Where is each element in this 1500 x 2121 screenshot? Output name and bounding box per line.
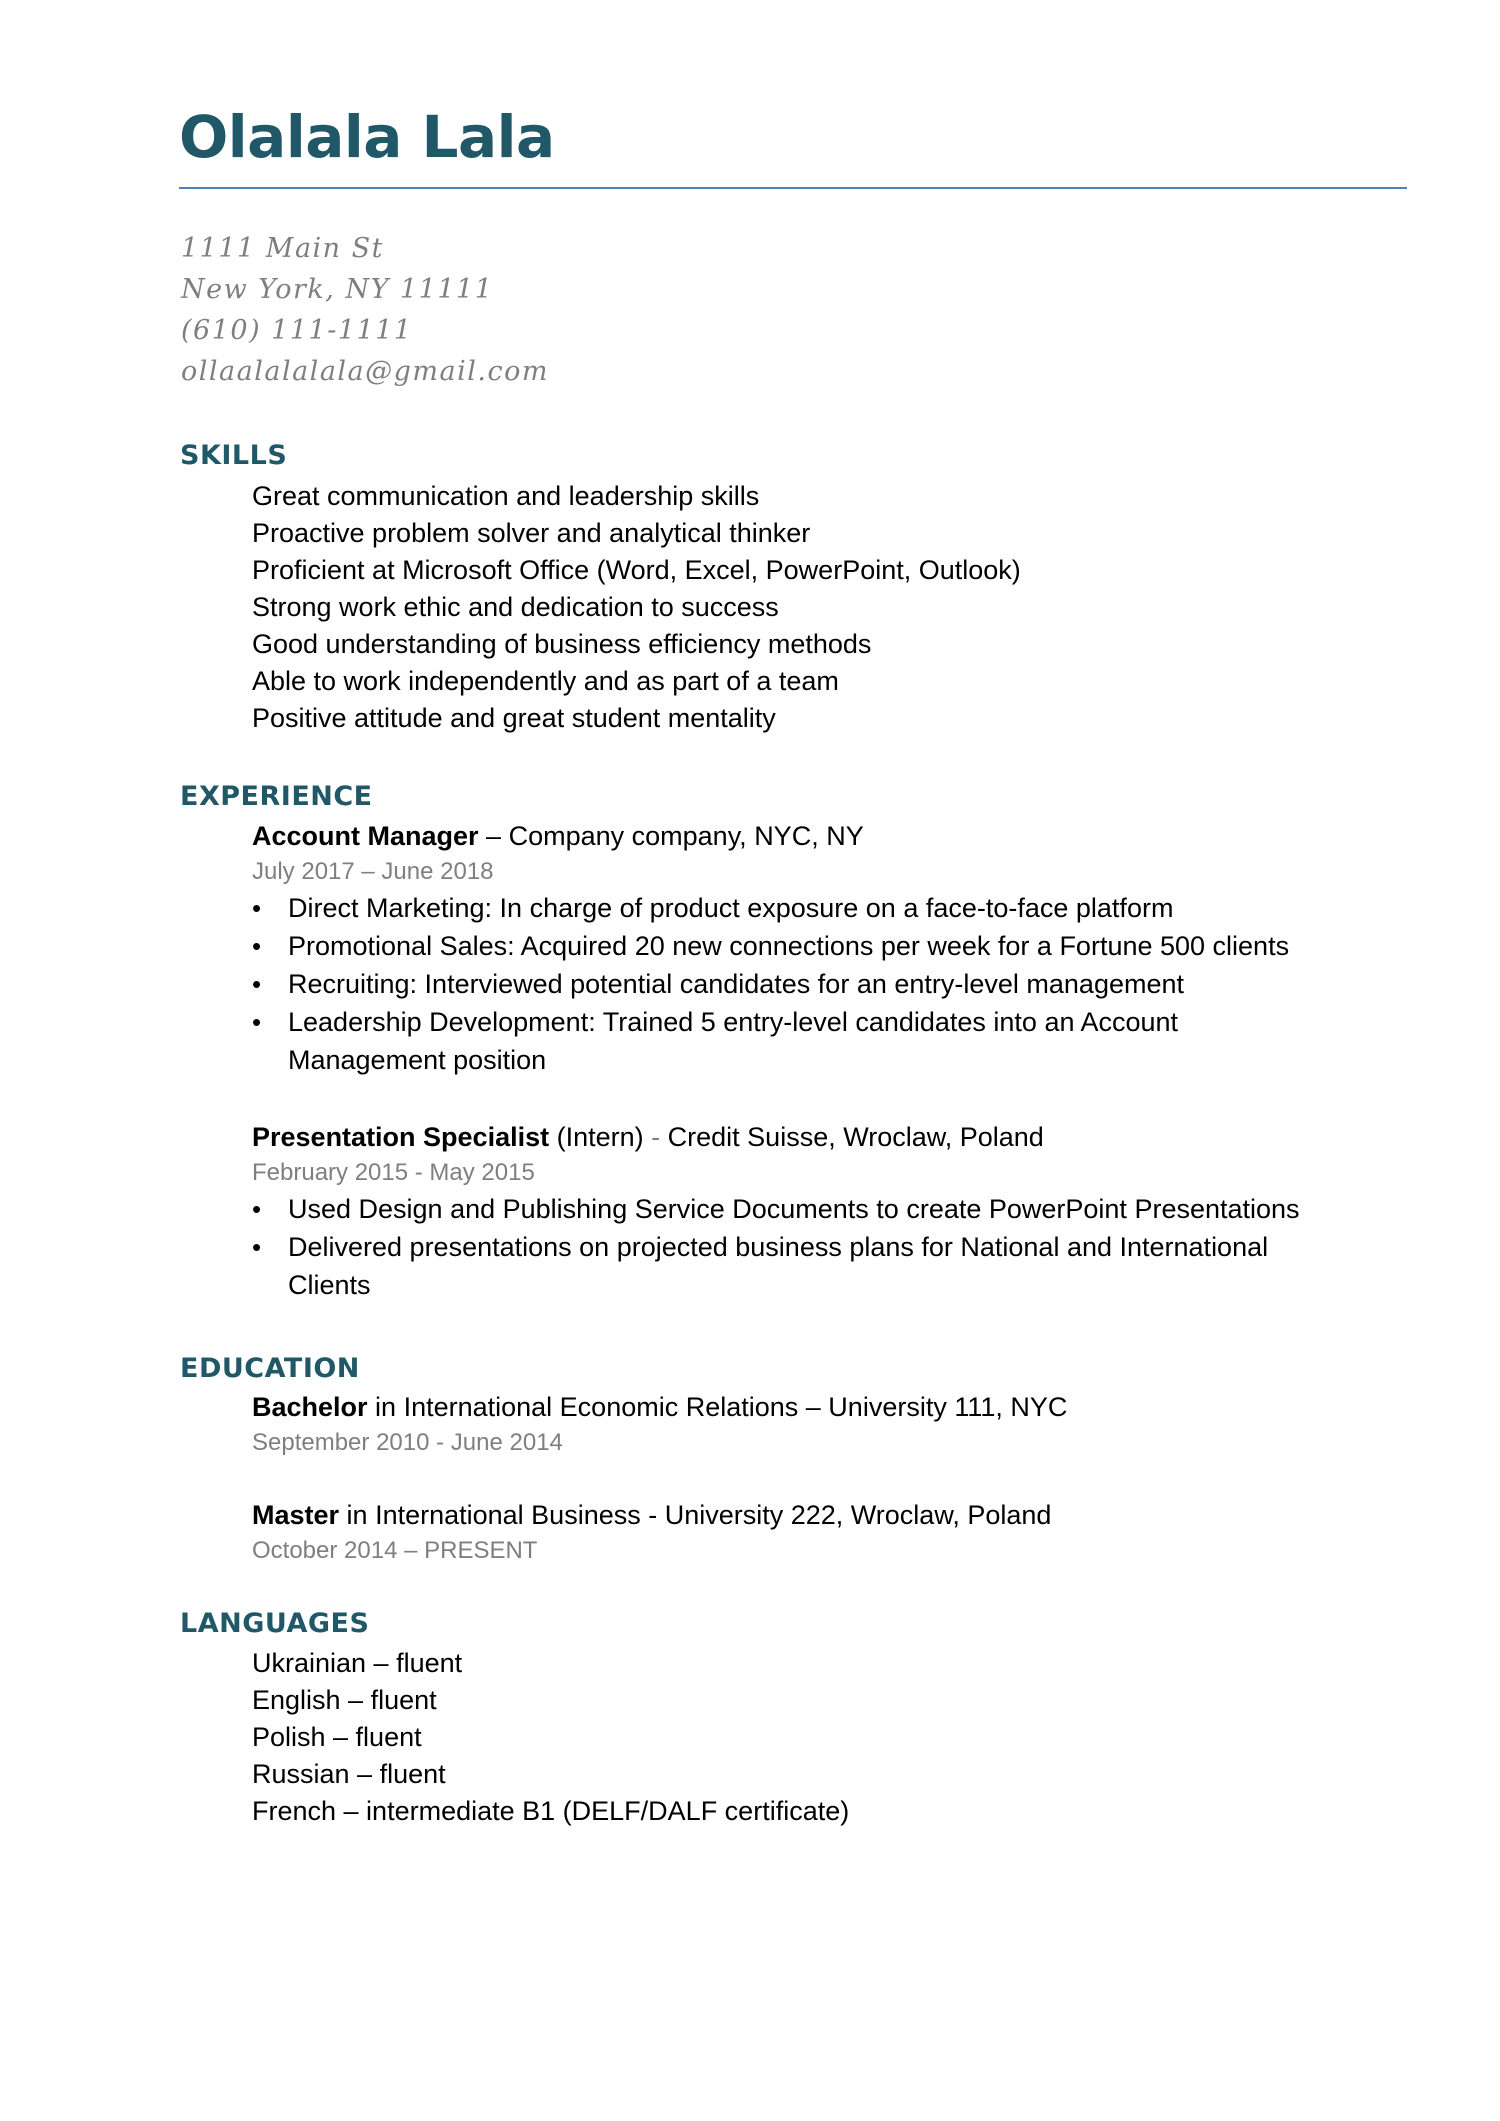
education-degree: Bachelor (252, 1392, 368, 1422)
name-divider (179, 187, 1407, 189)
language-item: Russian – fluent (252, 1759, 446, 1789)
skills-heading: SKILLS (180, 440, 288, 471)
job-company: Credit Suisse, Wroclaw, Poland (667, 1122, 1044, 1152)
education-dates: September 2010 - June 2014 (252, 1429, 563, 1456)
education-degree-line (252, 1497, 1051, 1534)
job-role: Presentation Specialist (252, 1122, 550, 1152)
skill-item: Strong work ethic and dedication to success (252, 592, 779, 622)
education-detail: in International Business - University 222, Wroclaw, Poland (339, 1500, 1052, 1530)
email-address: ollaalalalala@gmail.com (181, 356, 549, 387)
job-separator: - (651, 1122, 668, 1152)
address-line-2: New York, NY 11111 (181, 274, 494, 305)
skill-item: Great communication and leadership skills (252, 481, 760, 511)
job-bullet: • Direct Marketing: In charge of product exposure on a face-to-face platform (252, 889, 1289, 927)
education-dates: October 2014 – PRESENT (252, 1537, 538, 1564)
skill-item: Able to work independently and as part of a team (252, 666, 839, 696)
language-item: Polish – fluent (252, 1722, 422, 1752)
skills-list (252, 478, 1021, 737)
job-role-note: (Intern) (549, 1122, 652, 1152)
language-item: Ukrainian – fluent (252, 1648, 463, 1678)
education-entry-master (252, 1497, 1051, 1568)
job-bullet-continuation: Management position (288, 1045, 547, 1075)
skill-item: Positive attitude and great student mentality (252, 703, 776, 733)
languages-heading: LANGUAGES (180, 1608, 370, 1639)
job-dates: February 2015 - May 2015 (252, 1159, 535, 1186)
education-heading: EDUCATION (180, 1353, 360, 1384)
job-bullet: • Used Design and Publishing Service Documents to create PowerPoint Presentations (252, 1190, 1300, 1228)
job-bullet: • Promotional Sales: Acquired 20 new connections per week for a Fortune 500 clients (252, 927, 1289, 965)
job-bullet: • Delivered presentations on projected business plans for National and International (252, 1228, 1300, 1266)
languages-list (252, 1645, 849, 1830)
job-company: Company company, NYC, NY (508, 821, 864, 851)
education-detail: in International Economic Relations – University 111, NYC (367, 1392, 1068, 1422)
job-bullet-continuation: Clients (288, 1270, 371, 1300)
contact-block (181, 228, 549, 392)
candidate-name: Olalala Lala (179, 103, 555, 171)
job-bullets (252, 889, 1289, 1041)
skill-item: Good understanding of business efficiency methods (252, 629, 872, 659)
job-bullet: • Leadership Development: Trained 5 entry-level candidates into an Account (252, 1003, 1289, 1041)
address-line-1: 1111 Main St (181, 233, 384, 264)
job-dates: July 2017 – June 2018 (252, 858, 494, 885)
job-presentation-specialist (252, 1119, 1300, 1304)
education-degree-line (252, 1389, 1067, 1426)
education-degree: Master (252, 1500, 340, 1530)
language-item: English – fluent (252, 1685, 437, 1715)
language-item: French – intermediate B1 (DELF/DALF certificate) (252, 1796, 850, 1826)
job-bullets (252, 1190, 1300, 1266)
job-account-manager (252, 818, 1289, 1079)
phone-number: (610) 111-1111 (181, 315, 413, 346)
education-entry-bachelor (252, 1389, 1067, 1460)
job-separator: – (478, 821, 509, 851)
experience-heading: EXPERIENCE (180, 781, 373, 812)
job-title-line (252, 1119, 1300, 1156)
job-role: Account Manager (252, 821, 479, 851)
job-bullet: • Recruiting: Interviewed potential candidates for an entry-level management (252, 965, 1289, 1003)
skill-item: Proactive problem solver and analytical thinker (252, 518, 811, 548)
job-title-line (252, 818, 1289, 855)
skill-item: Proficient at Microsoft Office (Word, Excel, PowerPoint, Outlook) (252, 555, 1021, 585)
